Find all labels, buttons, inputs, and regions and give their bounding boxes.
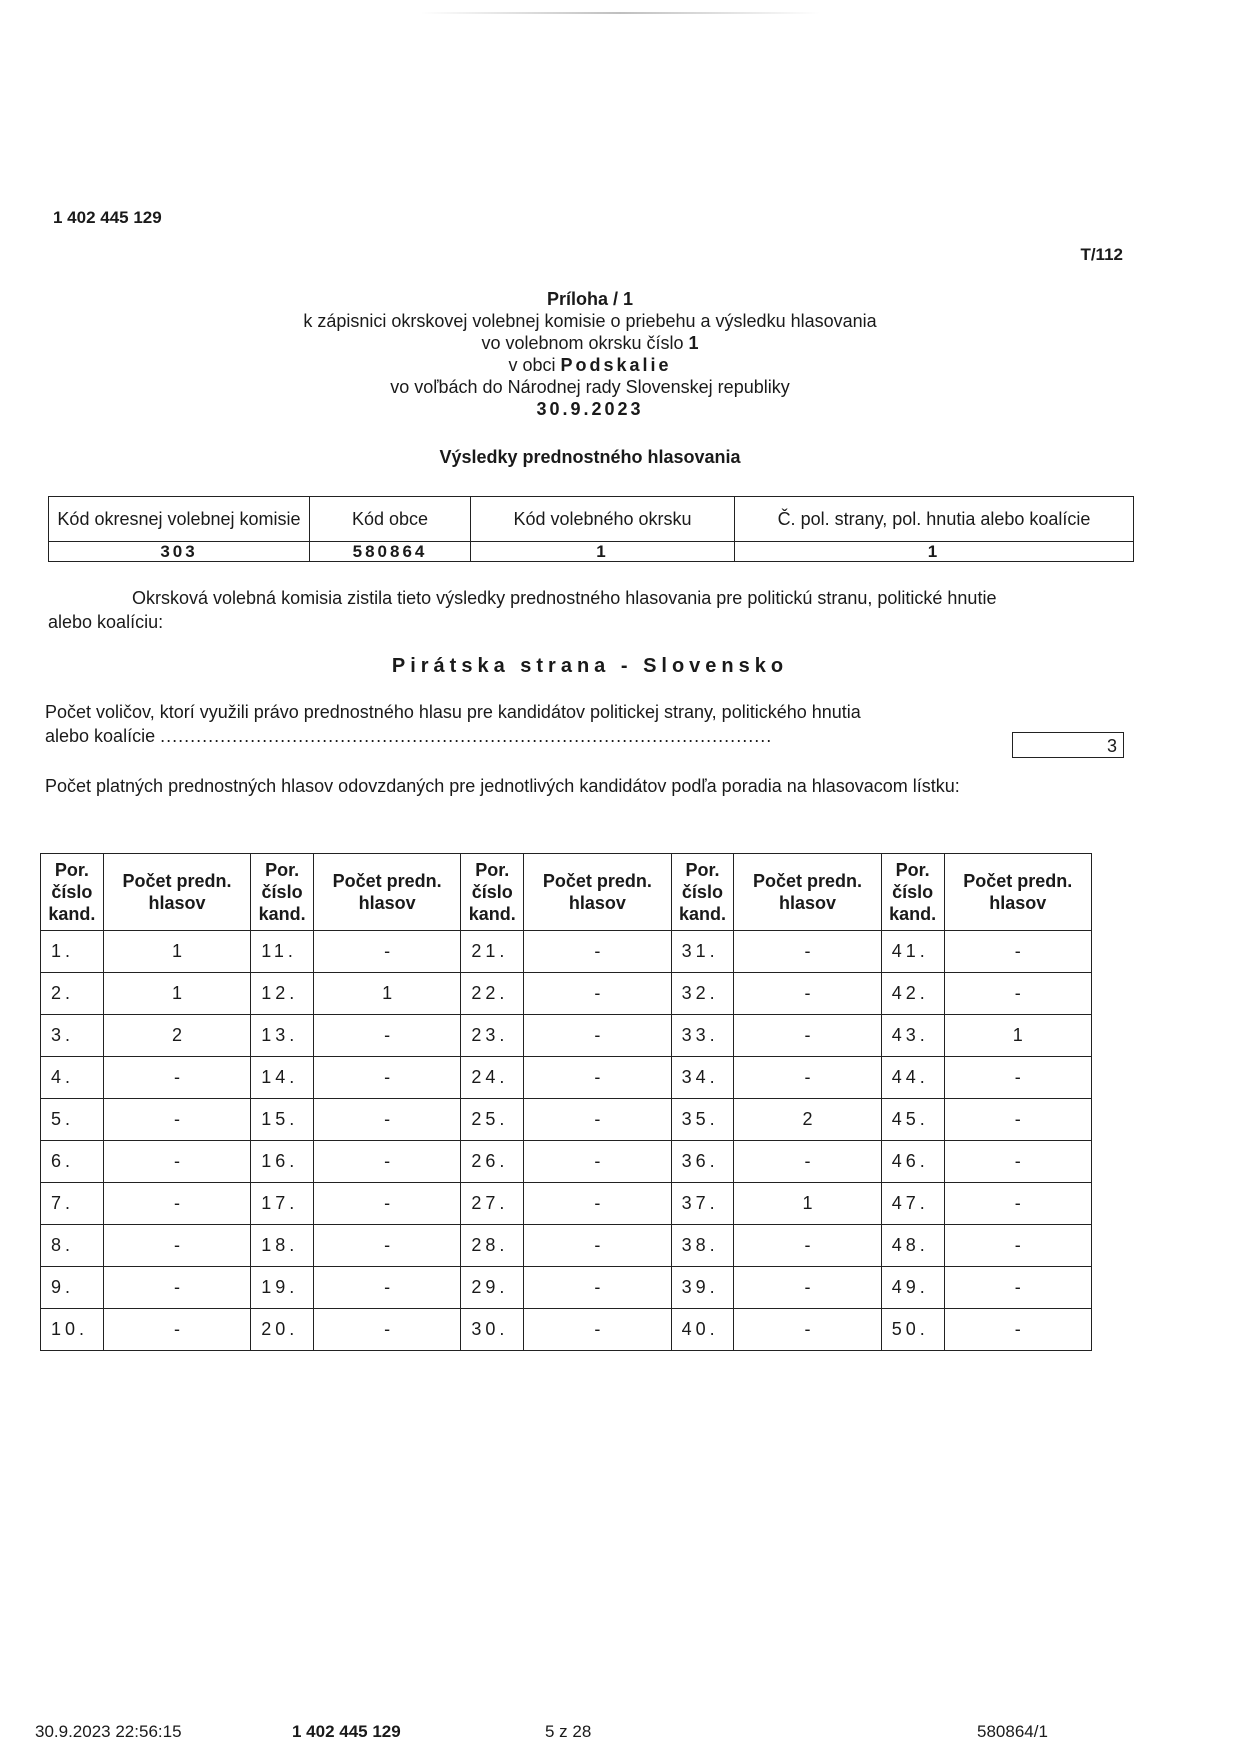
election-date: 30.9.2023	[536, 399, 644, 419]
intro-text-line2: alebo koalíciu:	[48, 612, 164, 632]
header-vote-count	[524, 854, 671, 931]
vote-count: -	[524, 973, 671, 1015]
codes-header-party: Č. pol. strany, pol. hnutia alebo koalície	[735, 497, 1134, 542]
header-candidate-number-line: kand.	[678, 904, 726, 924]
footer-page-number: 5 z 28	[545, 1722, 592, 1741]
vote-count: -	[524, 1309, 671, 1351]
dotted-leader: ......................................................................................................	[160, 726, 773, 746]
header-candidate-number-line: kand.	[48, 904, 96, 924]
candidate-number: 37.	[671, 1183, 734, 1225]
header-vote-count-line: hlasov	[148, 893, 206, 913]
vote-count: -	[103, 1267, 250, 1309]
codes-value-party: 1	[735, 542, 1134, 562]
vote-count: -	[524, 1225, 671, 1267]
candidate-number: 2.	[41, 973, 104, 1015]
scan-artifact-line	[420, 12, 820, 14]
candidate-number: 42.	[881, 973, 944, 1015]
vote-count: -	[103, 1099, 250, 1141]
voters-text-line2-label: alebo koalície	[45, 726, 156, 746]
codes-table	[48, 496, 1134, 562]
district-label: vo volebnom okrsku číslo	[481, 333, 689, 353]
candidate-number: 23.	[461, 1015, 524, 1057]
header-candidate-number-line: číslo	[261, 882, 303, 902]
vote-count: -	[524, 931, 671, 973]
codes-header-row	[49, 497, 1134, 542]
candidate-number: 24.	[461, 1057, 524, 1099]
vote-count: -	[944, 1141, 1091, 1183]
candidate-number: 4.	[41, 1057, 104, 1099]
header-vote-count-line: Počet predn.	[122, 871, 232, 891]
candidate-number: 26.	[461, 1141, 524, 1183]
municipality-name: Podskalie	[560, 355, 672, 375]
candidate-number: 27.	[461, 1183, 524, 1225]
vote-count: 2	[103, 1015, 250, 1057]
candidate-number: 5.	[41, 1099, 104, 1141]
header-vote-count	[103, 854, 250, 931]
voters-text-line2	[45, 724, 965, 748]
candidate-number: 25.	[461, 1099, 524, 1141]
header-candidate-number-line: číslo	[681, 882, 723, 902]
vote-count: -	[313, 1141, 460, 1183]
candidate-number: 7.	[41, 1183, 104, 1225]
vote-count: -	[103, 1225, 250, 1267]
header-candidate-number	[41, 854, 104, 931]
header-candidate-number-line: číslo	[892, 882, 934, 902]
vote-count: -	[313, 1057, 460, 1099]
candidate-number: 3.	[41, 1015, 104, 1057]
votes-table-caption: Počet platných prednostných hlasov odovzdaných pre jednotlivých kandidátov podľa poradia na hlasovacom lístku:	[45, 776, 960, 796]
vote-count: -	[524, 1267, 671, 1309]
vote-count: -	[524, 1099, 671, 1141]
vote-count: 2	[734, 1099, 881, 1141]
vote-count: -	[734, 1141, 881, 1183]
header-vote-count-line: hlasov	[568, 893, 626, 913]
candidate-number: 6.	[41, 1141, 104, 1183]
header-candidate-number-line: číslo	[471, 882, 513, 902]
table-row	[41, 1057, 1092, 1099]
header-vote-count-line: hlasov	[779, 893, 837, 913]
header-vote-count	[734, 854, 881, 931]
candidate-number: 16.	[251, 1141, 314, 1183]
vote-count: -	[944, 1057, 1091, 1099]
candidate-number: 43.	[881, 1015, 944, 1057]
candidate-number: 19.	[251, 1267, 314, 1309]
vote-count: -	[734, 1309, 881, 1351]
vote-count: -	[313, 1099, 460, 1141]
votes-header-row	[41, 854, 1092, 931]
vote-count: -	[944, 931, 1091, 973]
vote-count: 1	[944, 1015, 1091, 1057]
header-candidate-number-line: číslo	[51, 882, 93, 902]
header-vote-count	[944, 854, 1091, 931]
table-row	[41, 1141, 1092, 1183]
header-vote-count	[313, 854, 460, 931]
candidate-number: 48.	[881, 1225, 944, 1267]
header-vote-count-line: hlasov	[989, 893, 1047, 913]
codes-value-row	[49, 542, 1134, 562]
vote-count: 1	[734, 1183, 881, 1225]
table-row	[41, 931, 1092, 973]
vote-count: 1	[103, 931, 250, 973]
vote-count: -	[734, 1225, 881, 1267]
table-row	[41, 1267, 1092, 1309]
vote-count: -	[944, 973, 1091, 1015]
document-id: 1 402 445 129	[53, 208, 162, 227]
candidate-number: 47.	[881, 1183, 944, 1225]
header-vote-count-line: Počet predn.	[332, 871, 442, 891]
header-line-election: vo voľbách do Národnej rady Slovenskej republiky	[390, 377, 790, 397]
candidate-number: 31.	[671, 931, 734, 973]
header-candidate-number-line: kand.	[468, 904, 516, 924]
vote-count: -	[734, 1267, 881, 1309]
annex-title: Príloha / 1	[546, 289, 634, 309]
form-code: T/112	[1080, 245, 1123, 264]
vote-count: -	[944, 1183, 1091, 1225]
codes-header-municipality: Kód obce	[310, 497, 471, 542]
candidate-number: 32.	[671, 973, 734, 1015]
header-candidate-number-line: Por.	[54, 860, 89, 880]
vote-count: -	[734, 1057, 881, 1099]
candidate-number: 17.	[251, 1183, 314, 1225]
codes-value-district: 1	[471, 542, 735, 562]
header-candidate-number-line: Por.	[265, 860, 300, 880]
candidate-number: 20.	[251, 1309, 314, 1351]
header-candidate-number	[251, 854, 314, 931]
candidate-number: 22.	[461, 973, 524, 1015]
table-row	[41, 1225, 1092, 1267]
header-candidate-number	[461, 854, 524, 931]
candidate-number: 8.	[41, 1225, 104, 1267]
candidate-number: 35.	[671, 1099, 734, 1141]
candidate-number: 13.	[251, 1015, 314, 1057]
vote-count: -	[313, 1309, 460, 1351]
table-row	[41, 973, 1092, 1015]
candidate-number: 12.	[251, 973, 314, 1015]
header-vote-count-line: Počet predn.	[753, 871, 863, 891]
header-candidate-number-line: Por.	[475, 860, 510, 880]
candidate-number: 40.	[671, 1309, 734, 1351]
header-line-district	[250, 332, 930, 354]
district-number: 1	[688, 333, 699, 353]
candidate-number: 34.	[671, 1057, 734, 1099]
header-candidate-number-line: Por.	[895, 860, 930, 880]
header-candidate-number	[881, 854, 944, 931]
candidate-number: 44.	[881, 1057, 944, 1099]
candidate-number: 28.	[461, 1225, 524, 1267]
municipality-label: v obci	[508, 355, 561, 375]
party-name: Pirátska strana - Slovensko	[391, 655, 789, 677]
candidate-number: 33.	[671, 1015, 734, 1057]
candidate-number: 15.	[251, 1099, 314, 1141]
vote-count: -	[313, 1267, 460, 1309]
vote-count: -	[313, 1015, 460, 1057]
footer-document-id: 1 402 445 129	[292, 1722, 401, 1741]
codes-value-municipality: 580864	[310, 542, 471, 562]
vote-count: -	[103, 1309, 250, 1351]
footer-timestamp: 30.9.2023 22:56:15	[35, 1722, 182, 1741]
candidate-number: 38.	[671, 1225, 734, 1267]
header-line-protocol: k zápisnici okrskovej volebnej komisie o priebehu a výsledku hlasovania	[303, 311, 877, 331]
candidate-number: 50.	[881, 1309, 944, 1351]
candidate-number: 9.	[41, 1267, 104, 1309]
footer-code: 580864/1	[977, 1722, 1048, 1741]
vote-count: -	[103, 1183, 250, 1225]
header-vote-count-line: hlasov	[358, 893, 416, 913]
candidate-number: 30.	[461, 1309, 524, 1351]
codes-header-district: Kód volebného okrsku	[471, 497, 735, 542]
candidate-number: 14.	[251, 1057, 314, 1099]
votes-table	[40, 853, 1092, 1351]
codes-header-district-commission: Kód okresnej volebnej komisie	[49, 497, 310, 542]
table-row	[41, 1309, 1092, 1351]
voters-text	[45, 700, 965, 748]
candidate-number: 41.	[881, 931, 944, 973]
vote-count: -	[734, 931, 881, 973]
vote-count: -	[524, 1141, 671, 1183]
vote-count: -	[944, 1309, 1091, 1351]
candidate-number: 29.	[461, 1267, 524, 1309]
vote-count: -	[103, 1057, 250, 1099]
vote-count: -	[524, 1183, 671, 1225]
header-candidate-number-line: kand.	[889, 904, 937, 924]
vote-count: -	[944, 1267, 1091, 1309]
candidate-number: 39.	[671, 1267, 734, 1309]
vote-count: -	[944, 1225, 1091, 1267]
vote-count: 1	[103, 973, 250, 1015]
candidate-number: 49.	[881, 1267, 944, 1309]
vote-count: -	[734, 973, 881, 1015]
header-vote-count-line: Počet predn.	[963, 871, 1073, 891]
header-vote-count-line: Počet predn.	[542, 871, 652, 891]
candidate-number: 45.	[881, 1099, 944, 1141]
table-row	[41, 1015, 1092, 1057]
vote-count: -	[103, 1141, 250, 1183]
vote-count: -	[734, 1015, 881, 1057]
candidate-number: 46.	[881, 1141, 944, 1183]
codes-value-district-commission: 303	[49, 542, 310, 562]
candidate-number: 18.	[251, 1225, 314, 1267]
vote-count: -	[524, 1015, 671, 1057]
table-row	[41, 1183, 1092, 1225]
vote-count: -	[313, 1225, 460, 1267]
candidate-number: 21.	[461, 931, 524, 973]
candidate-number: 10.	[41, 1309, 104, 1351]
candidate-number: 11.	[251, 931, 314, 973]
vote-count: -	[313, 931, 460, 973]
votes-table-body	[41, 931, 1092, 1351]
header-line-municipality	[250, 354, 930, 376]
candidate-number: 1.	[41, 931, 104, 973]
header-candidate-number-line: Por.	[685, 860, 720, 880]
table-row	[41, 1099, 1092, 1141]
vote-count: -	[524, 1057, 671, 1099]
vote-count: -	[944, 1099, 1091, 1141]
header-candidate-number	[671, 854, 734, 931]
header-candidate-number-line: kand.	[258, 904, 306, 924]
voters-text-line1: Počet voličov, ktorí využili právo prednostného hlasu pre kandidátov politickej strany, politického hnutia	[45, 702, 861, 722]
intro-text-line1: Okrsková volebná komisia zistila tieto výsledky prednostného hlasovania pre politickú stranu, politické hnutie	[132, 588, 997, 608]
intro-text	[48, 586, 1108, 634]
candidate-number: 36.	[671, 1141, 734, 1183]
vote-count: -	[313, 1183, 460, 1225]
voters-count-box: 3	[1012, 732, 1124, 758]
results-title: Výsledky prednostného hlasovania	[439, 447, 741, 467]
vote-count: 1	[313, 973, 460, 1015]
